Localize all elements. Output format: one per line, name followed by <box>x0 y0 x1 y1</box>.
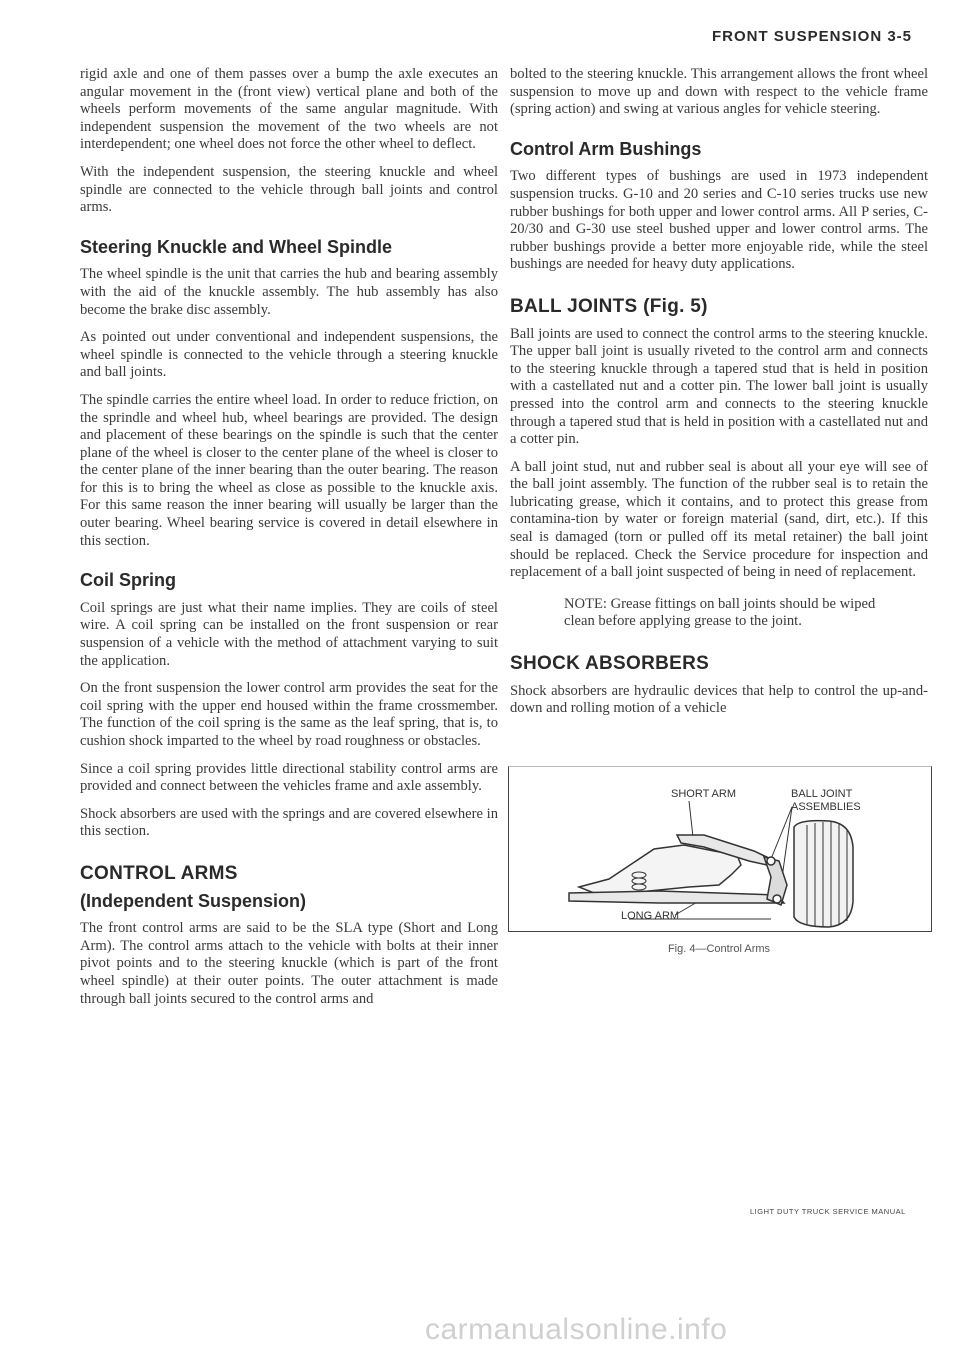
label-assemblies: ASSEMBLIES <box>791 801 861 813</box>
heading-ball-joints: BALL JOINTS (Fig. 5) <box>510 295 708 317</box>
paragraph: Coil springs are just what their name implies. They are coils of steel wire. A coil spring can be installed on the front suspension or rear suspension of a vehicle with the method of attachment varying to suit the application. <box>80 599 498 669</box>
label-long-arm: LONG ARM <box>621 910 680 922</box>
heading-independent-suspension: (Independent Suspension) <box>80 890 307 911</box>
control-arms-figure <box>508 766 932 932</box>
figure-caption: Fig. 4—Control Arms <box>667 943 771 955</box>
paragraph: Shock absorbers are used with the springs and are covered elsewhere in this section. <box>80 805 498 840</box>
paragraph: A ball joint stud, nut and rubber seal is about all your eye will see of the ball joint assembly. The function of the rubber seal is to retain the lubricating grease, which it contains, and to protect this grease from contamina-tion by water or foreign material (sand, dirt, etc.). If this seal is damaged (torn or pulled off its metal retainer) the ball joint should be replaced. Check the Service procedure for inspection and replacement of a ball joint suspected of being in need of replacement. <box>510 458 928 581</box>
lower-ball-joint <box>773 895 781 903</box>
left-column <box>80 66 498 1018</box>
paragraph: On the front suspension the lower control arm provides the seat for the coil spring with the upper end housed within the frame crossmember. The function of the coil spring is the same as the leaf spring, that is, to cushion shock imparted to the wheel by road roughness or obstacles. <box>80 680 498 749</box>
heading-coil-spring: Coil Spring <box>80 570 176 591</box>
paragraph: Since a coil spring provides little directional stability control arms are provided and connect between the vehicles frame and axle assembly. <box>80 760 498 795</box>
paragraph: bolted to the steering knuckle. This arrangement allows the front wheel suspension to move up and down with respect to the vehicle frame (spring action) and swing at various angles for vehicle steering. <box>510 66 928 118</box>
paragraph: Two different types of bushings are used in 1973 independent suspension trucks. G-10 and 20 series and C-10 series trucks use new rubber bushings for both upper and lower control arms. All P series, C-20/30 and G-30 use steel bushed upper and lower control arms. The rubber bushings provide a better more enjoyable ride, while the steel bushings are needed for heavy duty applications. <box>510 168 928 273</box>
heading-steering-knuckle: Steering Knuckle and Wheel Spindle <box>80 236 393 257</box>
note: NOTE: Grease fittings on ball joints should be wiped clean before applying grease to the joint. <box>564 595 876 630</box>
upper-ball-joint <box>767 857 775 865</box>
paragraph: The front control arms are said to be the SLA type (Short and Long Arm). The control arms attach to the vehicle with bolts at their inner pivot points and to the steering knuckle (which is part of the front wheel spindle) at their outer points. The outer attachment is made through ball joints secured to the control arms and <box>80 920 498 1007</box>
control-arms-illustration <box>509 767 931 931</box>
lower-control-arm <box>569 891 784 903</box>
watermark: carmanualsonline.info <box>425 1313 728 1346</box>
footer: LIGHT DUTY TRUCK SERVICE MANUAL <box>750 1207 906 1216</box>
paragraph: The spindle carries the entire wheel load. In order to reduce friction, on the sprindle and wheel hub, wheel bearings are provided. The design and placement of these bearings on the spindle is such that the center plane of the wheel is closer to the center plane of the wheel is closer to the center plane of the inner bearing than the outer bearing. The reason for this is to bring the wheel as close as possible to the knuckle axis. For this same reason the inner bearing will usually be larger than the outer bearing. Wheel bearing service is covered in detail elsewhere in this section. <box>80 391 498 549</box>
heading-shock-absorbers: SHOCK ABSORBERS <box>510 653 710 675</box>
paragraph: As pointed out under conventional and independent suspensions, the wheel spindle is connected to the vehicle through a steering knuckle and ball joints. <box>80 329 498 381</box>
page-header: FRONT SUSPENSION 3-5 <box>711 28 912 45</box>
paragraph: Shock absorbers are hydraulic devices that help to control the up-and-down and rolling motion of a vehicle <box>510 682 928 717</box>
heading-control-arm-bushings: Control Arm Bushings <box>510 138 702 159</box>
paragraph: rigid axle and one of them passes over a bump the axle executes an angular movement in the (front view) vertical plane and both of the wheels perform movements of the same angular magnitude. With independent suspension the movement of the two wheels are not interdependent; one wheel does not force the other wheel to deflect. <box>80 66 498 153</box>
paragraph: Ball joints are used to connect the control arms to the steering knuckle. The upper ball joint is usually riveted to the control arm and connects to the steering knuckle through a tapered stud that is held in position with a castellated nut and a cotter pin. The lower ball joint is usually pressed into the control arm and connects to the steering knuckle through a tapered stud that is held in position with a castellated nut and a cotter pin. <box>510 325 928 448</box>
label-ball-joint: BALL JOINT <box>791 788 853 800</box>
right-column <box>510 66 928 728</box>
paragraph: With the independent suspension, the steering knuckle and wheel spindle are connected to the vehicle through ball joints and control arms. <box>80 163 498 216</box>
label-short-arm: SHORT ARM <box>671 788 736 800</box>
frame-crossmember <box>579 845 741 895</box>
heading-control-arms: CONTROL ARMS <box>80 862 238 884</box>
paragraph: The wheel spindle is the unit that carries the hub and bearing assembly with the aid of the knuckle assembly. The hub assembly has also become the brake disc assembly. <box>80 266 498 318</box>
